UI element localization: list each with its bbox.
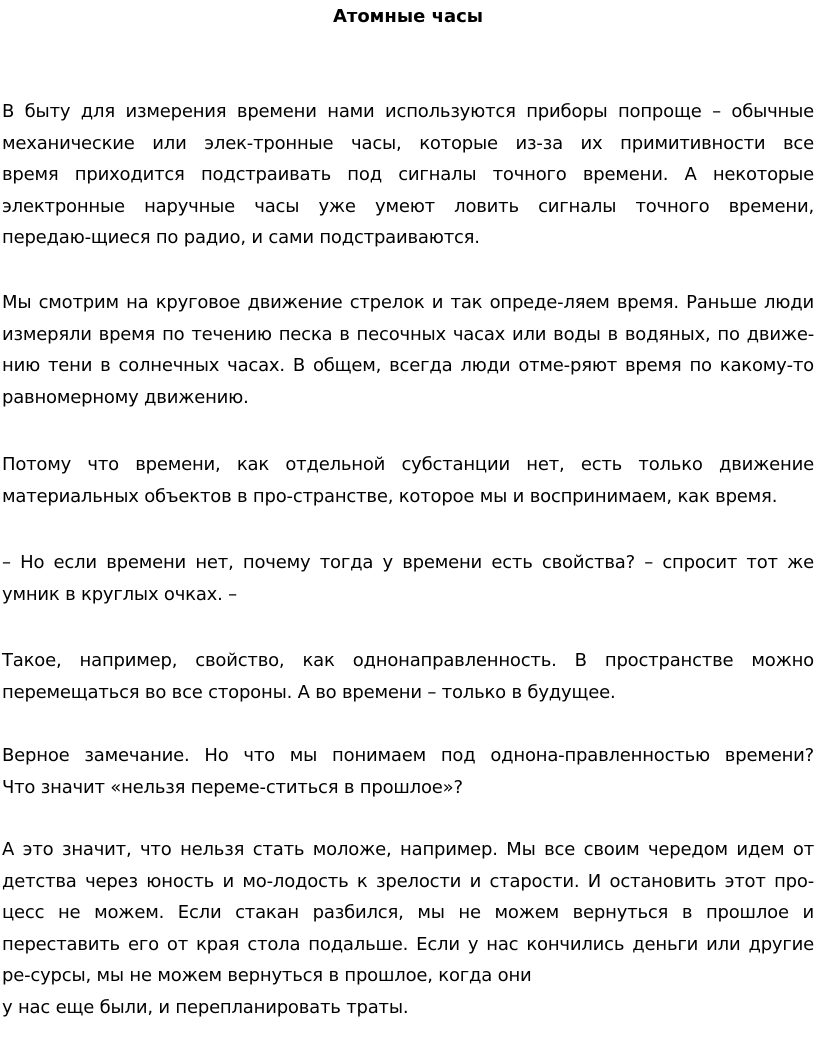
text-line: В быту для измерения времени нами используются приборы попроще – обычные: [2, 101, 814, 122]
text-line: Что значит «нельзя переме-ститься в прошлое»?: [2, 776, 463, 798]
text-line: у нас еще были, и перепланировать траты.: [2, 996, 409, 1018]
document-title: Атомные часы: [332, 6, 484, 27]
paragraph: [2, 547, 814, 610]
text-line: материальных объектов в про-странстве, которое мы и воспринимаем, как время.: [2, 485, 778, 507]
text-line: – Но если времени нет, почему тогда у времени есть свойства? – спросит тот же: [2, 552, 814, 573]
text-line: электронные наручные часы уже умеют ловить сигналы точного времени,: [2, 195, 814, 217]
text-line: детства через юность и мо-лодость к зрелости и старости. И остановить этот про-: [2, 870, 814, 892]
paragraph: [2, 449, 814, 512]
paragraph: [2, 834, 814, 1023]
text-line: Потому что времени, как отдельной субстанции нет, есть только движение: [2, 454, 814, 475]
paragraph: [2, 96, 814, 254]
text-line: нию тени в солнечных часах. В общем, всегда люди отме-ряют время по какому-то: [2, 355, 814, 376]
text-line: время приходится подстраивать под сигналы точного времени. А некоторые: [2, 164, 814, 185]
text-line: передаю-щиеся по радио, и сами подстраиваются.: [2, 227, 480, 248]
text-line: Верное замечание. Но что мы понимаем под однона-правленностью времени?: [2, 745, 814, 766]
text-line: механические или элек-тронные часы, которые из-за их примитивности все: [2, 132, 814, 154]
text-line: А это значит, что нельзя стать моложе, например. Мы все своим чередом идем от: [2, 839, 814, 860]
paragraph: [2, 645, 814, 708]
text-line: ре-сурсы, мы не можем вернуться в прошлое, когда они: [2, 965, 532, 986]
text-line: измеряли время по течению песка в песочных часах или воды в водяных, по движе-: [2, 323, 814, 345]
paragraph: [2, 287, 814, 413]
paragraph: [2, 740, 814, 803]
text-line: цесс не можем. Если стакан разбился, мы не можем вернуться в прошлое и: [2, 902, 814, 923]
text-line: умник в круглых очках. –: [2, 583, 237, 605]
text-line: равномерному движению.: [2, 386, 249, 408]
text-line: переставить его от края стола подальше. Если у нас кончились деньги или другие: [2, 933, 814, 955]
text-line: перемещаться во все стороны. А во времени – только в будущее.: [2, 681, 616, 703]
text-line: Такое, например, свойство, как однонаправленность. В пространстве можно: [2, 650, 814, 671]
text-line: Мы смотрим на круговое движение стрелок и так опреде-ляем время. Раньше люди: [2, 292, 814, 313]
